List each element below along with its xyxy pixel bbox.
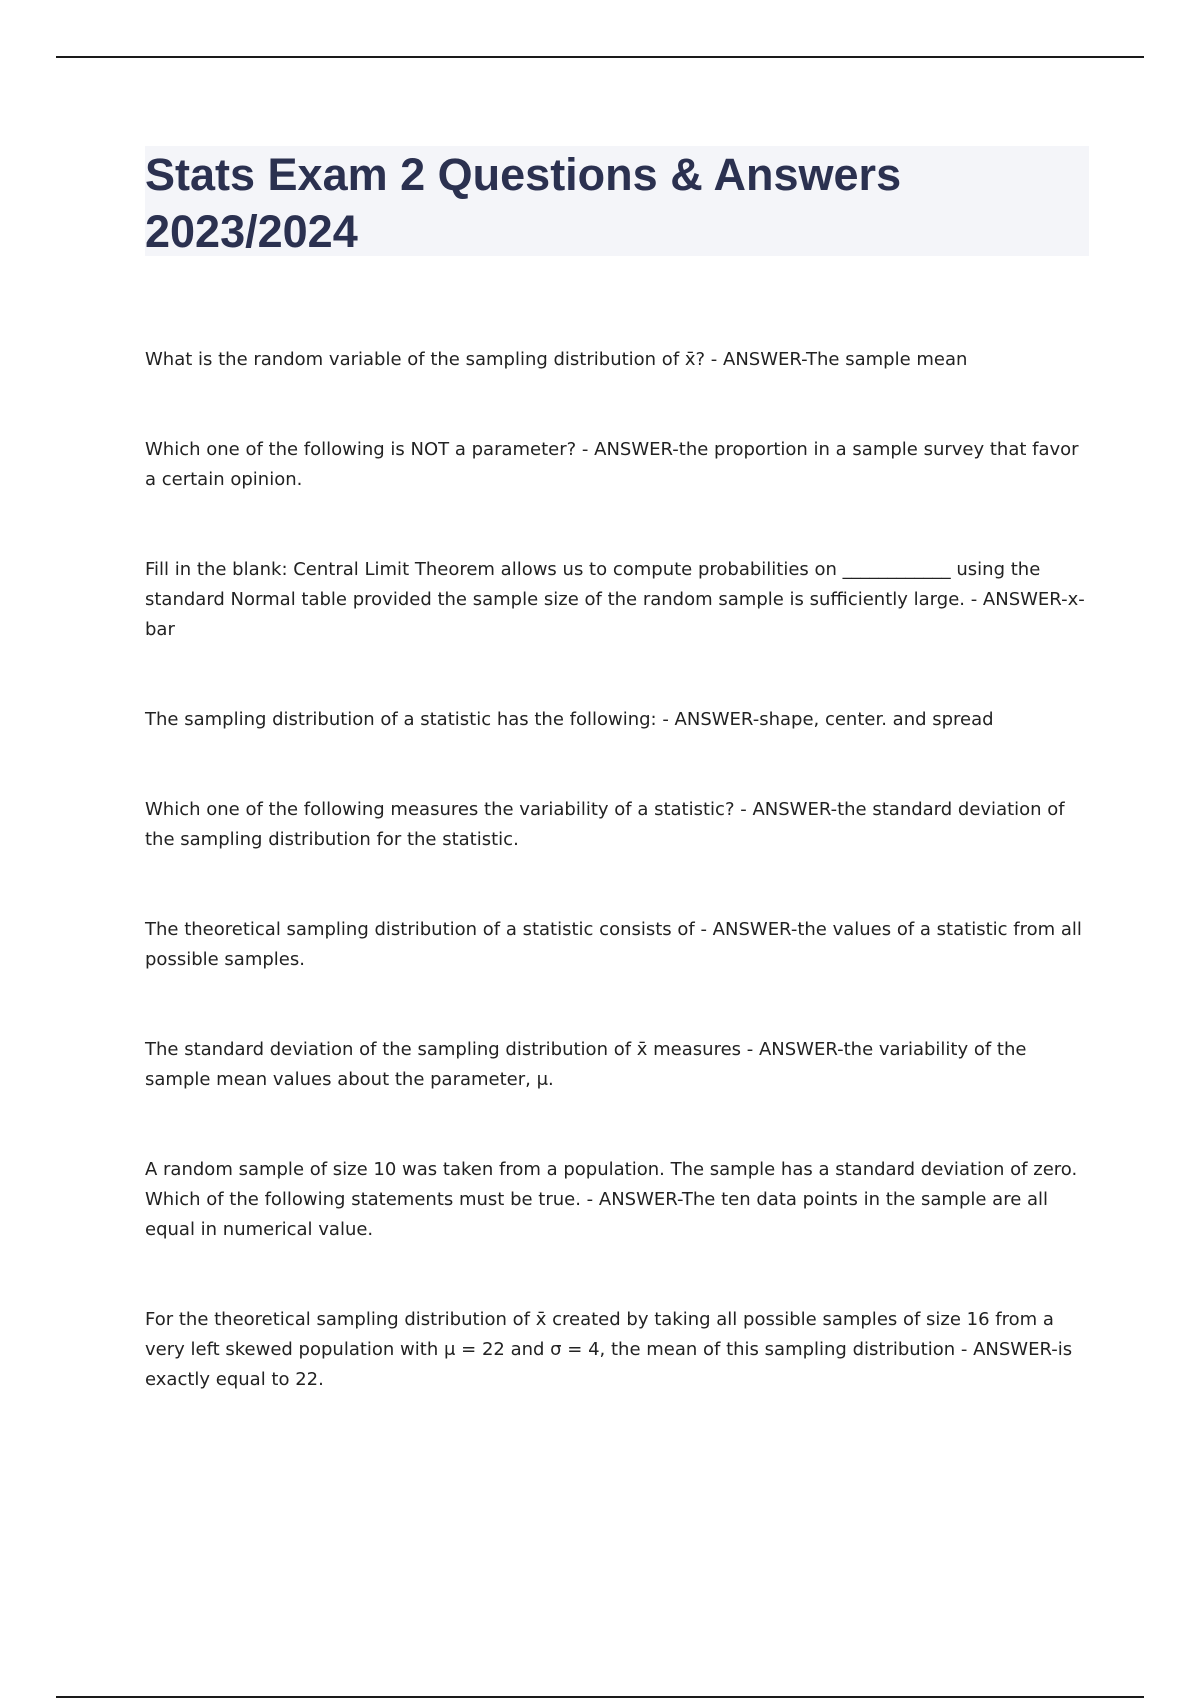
qa-item-5: Which one of the following measures the variability of a statistic? - ANSWER-the standard deviation of the sampling distribution for the statistic. <box>145 799 1071 850</box>
qa-item-1: What is the random variable of the sampling distribution of x̄? - ANSWER-The sample mean <box>145 349 968 370</box>
qa-item-7: The standard deviation of the sampling distribution of x̄ measures - ANSWER-the variability of the sample mean values about the parameter, μ. <box>145 1039 1033 1090</box>
qa-item-4: The sampling distribution of a statistic has the following: - ANSWER-shape, center. and spread <box>145 709 994 730</box>
qa-item-6: The theoretical sampling distribution of a statistic consists of - ANSWER-the values of a statistic from all possible samples. <box>145 919 1088 970</box>
qa-item-2: Which one of the following is NOT a parameter? - ANSWER-the proportion in a sample survey that favor a certain opinion. <box>145 439 1085 490</box>
qa-item-3: Fill in the blank: Central Limit Theorem allows us to compute probabilities on ____________ using the standard Normal table provided the sample size of the random sample is sufficiently large. - ANSWER-x-bar <box>145 559 1085 640</box>
document-title: Stats Exam 2 Questions & Answers 2023/2024 <box>145 149 902 257</box>
title-banner <box>145 146 1089 256</box>
qa-item-8: A random sample of size 10 was taken from a population. The sample has a standard deviation of zero. Which of the following statements must be true. - ANSWER-The ten data points in the sample are all equal in numerical value. <box>145 1159 1083 1240</box>
qa-item-9: For the theoretical sampling distribution of x̄ created by taking all possible samples of size 16 from a very left skewed population with μ = 22 and σ = 4, the mean of this sampling distribution - ANSWER-is exactly equal to 22. <box>145 1309 1078 1390</box>
top-rule <box>56 56 1144 58</box>
qa-list <box>145 345 1095 1395</box>
bottom-rule <box>56 1696 1144 1698</box>
